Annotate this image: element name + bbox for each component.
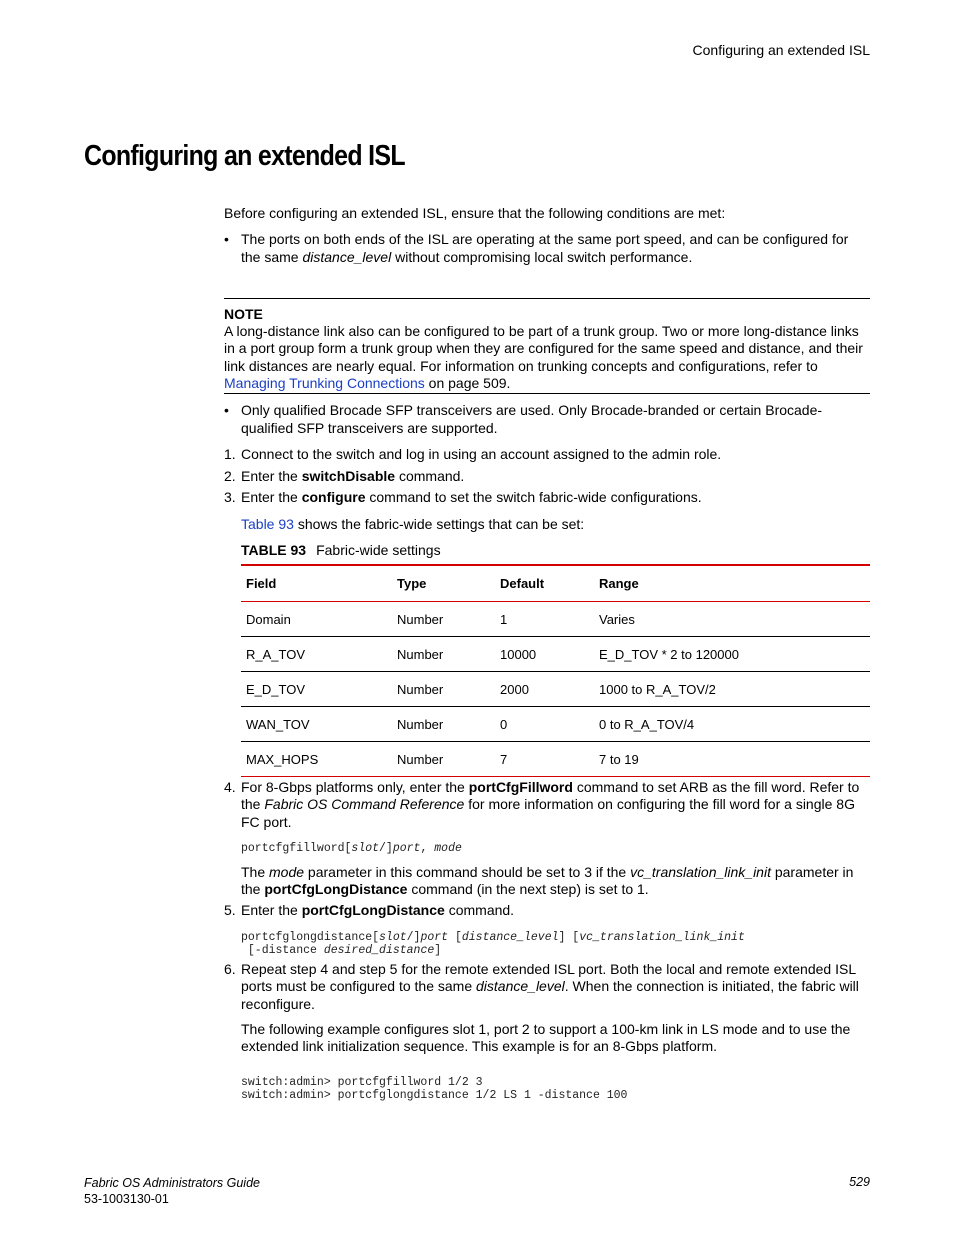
column-header: Type	[392, 565, 495, 602]
table-row	[241, 637, 870, 672]
step-5: 5. Enter the portCfgLongDistance command.	[224, 902, 515, 918]
footer-page-number: 529	[849, 1175, 870, 1189]
table-header-row	[241, 565, 870, 602]
code-line: switch:admin> portcfgfillword 1/2 3	[241, 1076, 483, 1089]
step-1: 1. Connect to the switch and log in using an account assigned to the admin role.	[224, 446, 722, 462]
table-cell: Domain	[241, 602, 392, 637]
table-caption: TABLE 93 Fabric-wide settings	[241, 542, 441, 558]
example-code-block	[241, 1076, 627, 1102]
bullet-dot: •	[224, 402, 229, 418]
code-line: switch:admin> portcfglongdistance 1/2 LS 1 -distance 100	[241, 1089, 628, 1102]
table-row	[241, 602, 870, 637]
bullet-port-speed: • The ports on both ends of the ISL are operating at the same port speed, and can be configured for the same distance_level without compromising local switch performance.	[224, 231, 849, 265]
table-cell: 7	[495, 742, 594, 777]
example-paragraph: The following example configures slot 1, port 2 to support a 100-km link in LS mode and to use the extended link initialization sequence. This example is for an 8-Gbps platform.	[241, 1021, 851, 1055]
table-cell: 0 to R_A_TOV/4	[594, 707, 870, 742]
step-2: 2. Enter the switchDisable command.	[224, 468, 465, 484]
mode-paragraph: The mode parameter in this command should be set to 3 if the vc_translation_link_init parameter in the portCfgLongDistance command (in the next step) is set to 1.	[241, 864, 854, 898]
table-cell: 2000	[495, 672, 594, 707]
column-header: Range	[594, 565, 870, 602]
column-header: Field	[241, 565, 392, 602]
bullet-sfp: • Only qualified Brocade SFP transceivers are used. Only Brocade-branded or certain Brocade-qualified SFP transceivers are supported.	[224, 402, 823, 436]
table-cell: 1	[495, 602, 594, 637]
fabric-settings-table	[241, 564, 870, 777]
table-cell: Varies	[594, 602, 870, 637]
column-header: Default	[495, 565, 594, 602]
step-4: 4. For 8-Gbps platforms only, enter the portCfgFillword command to set ARB as the fill word. Refer to the Fabric OS Command Reference for more information on configuring the fill word for a single 8G FC port.	[224, 779, 860, 830]
note-title: NOTE	[224, 306, 263, 322]
table-row	[241, 672, 870, 707]
footer-guide-title: Fabric OS Administrators Guide	[84, 1176, 260, 1190]
footer-left	[84, 1175, 260, 1207]
table-cell: R_A_TOV	[241, 637, 392, 672]
longdistance-syntax: portcfglongdistance[slot/]port [distance_level] [vc_translation_link_init [-distance desired_distance]	[241, 931, 745, 957]
table-cell: Number	[392, 707, 495, 742]
table-cell: Number	[392, 742, 495, 777]
table-93-link[interactable]: Table 93	[241, 516, 294, 532]
step-6: 6. Repeat step 4 and step 5 for the remote extended ISL port. Both the local and remote extended ISL ports must be configured to the same distance_level. When the connection is initiated, the fabric will reconfigure.	[224, 961, 859, 1012]
table-cell: WAN_TOV	[241, 707, 392, 742]
table-cell: Number	[392, 637, 495, 672]
table-cell: E_D_TOV	[241, 672, 392, 707]
note-body: A long-distance link also can be configured to be part of a trunk group. Two or more long-distance links in a port group form a trunk group when they are configured for the same speed and distance, and their link distances are nearly equal. For information on trunking concepts and configurations, refer to Managing Trunking Connections on page 509.	[224, 323, 863, 391]
table-cell: 7 to 19	[594, 742, 870, 777]
table-cell: 1000 to R_A_TOV/2	[594, 672, 870, 707]
step-3: 3. Enter the configure command to set the switch fabric-wide configurations.	[224, 489, 702, 505]
bullet-dot: •	[224, 231, 229, 247]
table-intro: Table 93 shows the fabric-wide settings that can be set:	[241, 516, 585, 532]
table-cell: 0	[495, 707, 594, 742]
table-row	[241, 707, 870, 742]
table-cell: MAX_HOPS	[241, 742, 392, 777]
managing-trunking-link[interactable]: Managing Trunking Connections	[224, 374, 425, 391]
intro-paragraph: Before configuring an extended ISL, ensure that the following conditions are met:	[224, 205, 726, 221]
note-bottom-rule	[224, 393, 870, 394]
note-top-rule	[224, 298, 870, 299]
table-cell: Number	[392, 672, 495, 707]
table-cell: Number	[392, 602, 495, 637]
table-row	[241, 742, 870, 777]
table-cell: E_D_TOV * 2 to 120000	[594, 637, 870, 672]
page-title: Configuring an extended ISL	[84, 140, 405, 172]
fillword-syntax: portcfgfillword[slot/]port, mode	[241, 842, 462, 855]
footer-doc-number: 53-1003130-01	[84, 1192, 169, 1206]
running-header: Configuring an extended ISL	[692, 42, 870, 58]
table-cell: 10000	[495, 637, 594, 672]
